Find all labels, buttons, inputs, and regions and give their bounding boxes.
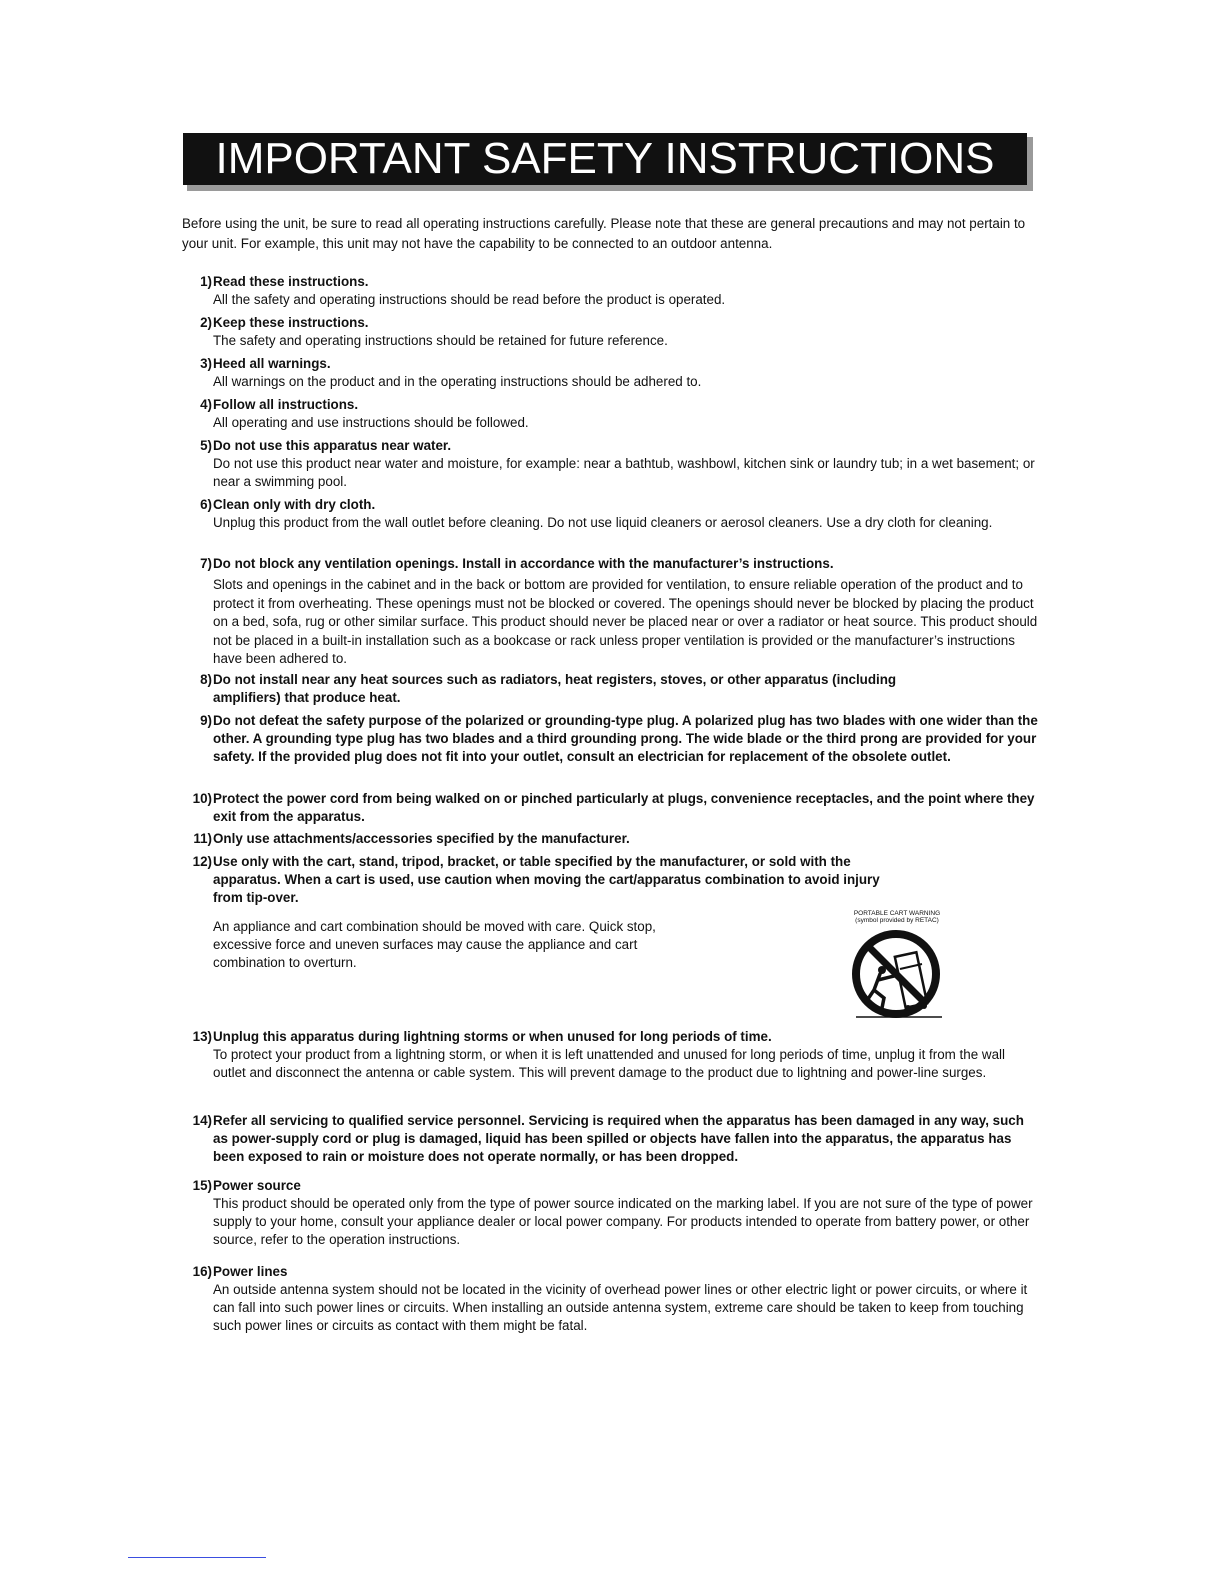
- item-description: All operating and use instructions should be followed.: [213, 415, 529, 430]
- item-number: 4): [200, 397, 212, 412]
- item-number: 5): [200, 438, 212, 453]
- list-item-9: [180, 712, 1040, 766]
- list-item-6: [180, 496, 1040, 532]
- list-item-8: [180, 671, 950, 707]
- item-description: All warnings on the product and in the operating instructions should be adhered to.: [213, 374, 702, 389]
- list-item-1: [180, 273, 830, 309]
- item-heading: Clean only with dry cloth.: [213, 497, 376, 512]
- item-number: 12): [192, 854, 212, 869]
- item-description: Slots and openings in the cabinet and in the back or bottom are provided for ventilation, to ensure reliable operation of the product and to protect it from overheating. These openings must not be blocked or covered. The openings should never be blocked by placing the product on a bed, sofa, rug or other similar surface. This product should never be placed near or over a radiator or heat source. This product should not be placed in a built-in installation such as a bookcase or rack unless proper ventilation is provided or the manufacturer’s instructions have been adhered to.: [213, 577, 1038, 666]
- item-heading: Unplug this apparatus during lightning storms or when unused for long periods of time.: [213, 1029, 772, 1044]
- item-description: This product should be operated only from the type of power source indicated on the marking label. If you are not sure of the type of power supply to your home, consult your appliance dealer or local power company. For products intended to operate from battery power, or other source, refer to the operation instructions.: [213, 1196, 1033, 1247]
- item-heading: Power source: [213, 1178, 301, 1193]
- item-number: 3): [200, 356, 212, 371]
- item-description: To protect your product from a lightning storm, or when it is left unattended and unused for long periods of time, unplug it from the wall outlet and disconnect the antenna or cable system. This will prevent damage to the product due to lightning and power-line surges.: [213, 1047, 1005, 1080]
- item-heading: Do not use this apparatus near water.: [213, 438, 452, 453]
- item-heading: Power lines: [213, 1264, 288, 1279]
- item-description: An outside antenna system should not be located in the vicinity of overhead power lines or other electric light or power circuits, or where it can fall into such power lines or circuits. When installing an outside antenna system, extreme care should be taken to keep from touching such power lines or circuits as contact with them might be fatal.: [213, 1282, 1028, 1333]
- list-item-7: [180, 555, 1040, 669]
- item-number: 6): [200, 497, 212, 512]
- item-heading: Protect the power cord from being walked on or pinched particularly at plugs, convenience receptacles, and the point where they exit from the apparatus.: [213, 791, 1035, 824]
- list-item-4: [180, 396, 830, 432]
- cart-warning-subcaption: (symbol provided by RETAC): [855, 917, 939, 924]
- item-number: 7): [200, 556, 212, 571]
- item-description: Do not use this product near water and moisture, for example: near a bathtub, washbowl, kitchen sink or laundry tub; in a wet basement; or near a swimming pool.: [213, 456, 1035, 489]
- item-heading: Read these instructions.: [213, 274, 369, 289]
- list-item-12: [180, 853, 910, 907]
- item-heading: Do not block any ventilation openings. Install in accordance with the manufacturer’s instructions.: [213, 556, 834, 571]
- cart-warning-figure: [842, 910, 952, 1022]
- list-item-15: [180, 1177, 1040, 1249]
- item-heading: Refer all servicing to qualified service personnel. Servicing is required when the apparatus has been damaged in any way, such as power-supply cord or plug is damaged, liquid has been spilled or objects have fallen into the apparatus, the apparatus has been exposed to rain or moisture does not operate normally, or has been dropped.: [213, 1113, 1024, 1164]
- item-heading: Do not defeat the safety purpose of the polarized or grounding-type plug. A polarized plug has two blades with one wider than the other. A grounding type plug has two blades and a third grounding prong. The wide blade or the third prong are provided for your safety. If the provided plug does not fit into your outlet, consult an electrician for replacement of the obsolete outlet.: [213, 713, 1038, 764]
- item-heading: Follow all instructions.: [213, 397, 359, 412]
- list-item-3: [180, 355, 830, 391]
- intro-paragraph: Before using the unit, be sure to read all operating instructions carefully. Please note that these are general precautions and may not pertain to your unit. For example, this unit may not have the capability to be connected to an outdoor antenna.: [182, 216, 1026, 251]
- item-number: 8): [200, 672, 212, 687]
- item-description: All the safety and operating instructions should be read before the product is operated.: [213, 292, 726, 307]
- cart-tipover-icon: [842, 924, 952, 1020]
- footer-rule: [128, 1557, 266, 1558]
- item-description: The safety and operating instructions should be retained for future reference.: [213, 333, 668, 348]
- list-item-13: [180, 1028, 1040, 1082]
- list-item-10: [180, 790, 1040, 826]
- list-item-11: [180, 830, 1040, 848]
- cart-note: An appliance and cart combination should be moved with care. Quick stop, excessive force and uneven surfaces may cause the appliance and cart combination to overturn.: [213, 919, 656, 970]
- title-banner: [183, 133, 1035, 191]
- item-number: 9): [200, 713, 212, 728]
- page-title: IMPORTANT SAFETY INSTRUCTIONS: [183, 133, 1027, 185]
- item-heading: Only use attachments/accessories specified by the manufacturer.: [213, 831, 630, 846]
- list-item-14: [180, 1112, 1040, 1166]
- list-item-16: [180, 1263, 1040, 1335]
- item-heading: Heed all warnings.: [213, 356, 331, 371]
- item-number: 15): [192, 1178, 212, 1193]
- item-number: 2): [200, 315, 212, 330]
- item-number: 11): [193, 831, 212, 846]
- item-number: 13): [192, 1029, 212, 1044]
- item-number: 14): [192, 1113, 212, 1128]
- item-heading: Keep these instructions.: [213, 315, 369, 330]
- list-item-5: [180, 437, 1040, 491]
- list-item-2: [180, 314, 830, 350]
- item-heading: Do not install near any heat sources such as radiators, heat registers, stoves, or other apparatus (including amplifiers) that produce heat.: [213, 672, 897, 705]
- item-number: 10): [192, 791, 212, 806]
- cart-warning-caption: PORTABLE CART WARNING: [853, 910, 941, 917]
- item-number: 1): [200, 274, 212, 289]
- item-description: Unplug this product from the wall outlet before cleaning. Do not use liquid cleaners or aerosol cleaners. Use a dry cloth for cleaning.: [213, 515, 993, 530]
- item-heading: Use only with the cart, stand, tripod, bracket, or table specified by the manufacturer, or sold with the apparatus. When a cart is used, use caution when moving the cart/apparatus combination to avoid injury from tip-over.: [213, 854, 880, 905]
- item-number: 16): [192, 1264, 212, 1279]
